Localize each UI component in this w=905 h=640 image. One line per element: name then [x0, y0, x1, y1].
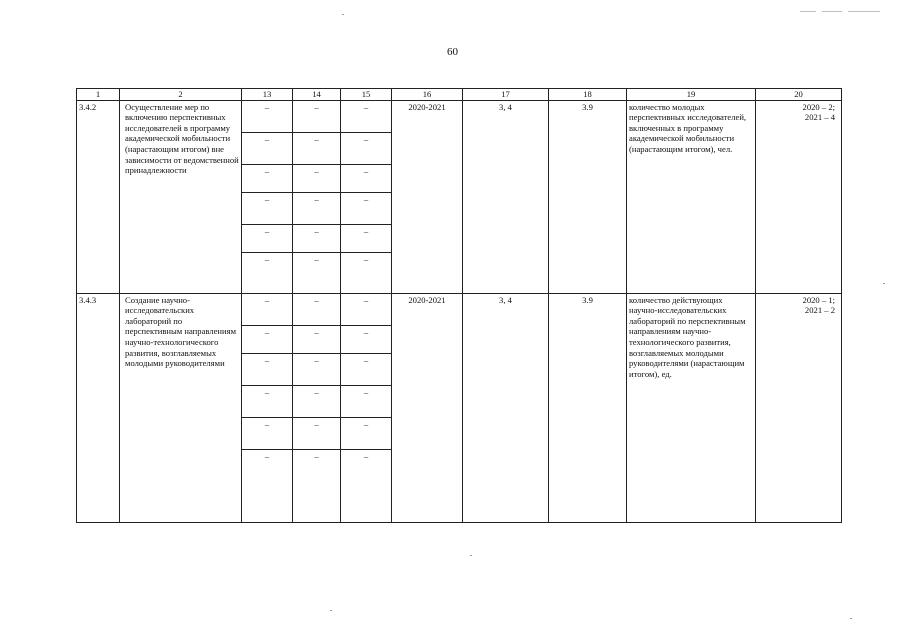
- header-row: [77, 89, 842, 101]
- column-header: 18: [549, 89, 627, 101]
- scan-dot: [883, 283, 885, 284]
- plan-table: [76, 88, 842, 523]
- cell-15: –: [341, 252, 392, 293]
- cell-14: –: [293, 192, 341, 224]
- scan-mark: [848, 11, 880, 12]
- cell-13: –: [242, 132, 293, 164]
- cell-15: –: [341, 325, 392, 353]
- column-header: 15: [341, 89, 392, 101]
- row-code: 3.4.3: [77, 293, 120, 522]
- cell-13: –: [242, 385, 293, 417]
- cell-15: –: [341, 449, 392, 522]
- value-line: 2021 – 2: [804, 305, 835, 316]
- row-indicator: количество действующих научно-исследовательских лабораторий по перспективным направлениям научно-технологического развития, возглавляемых молодыми руководителями (нарастающим итогом), ед.: [627, 293, 756, 522]
- scan-dot: [850, 618, 852, 619]
- row-indicator: количество молодых перспективных исследователей, включенных в программу академической мобильности (нарастающим итогом), чел.: [627, 100, 756, 293]
- cell-13: –: [242, 192, 293, 224]
- column-header: 14: [293, 89, 341, 101]
- row-col18: 3.9: [549, 100, 627, 293]
- cell-15: –: [341, 353, 392, 385]
- column-header: 16: [392, 89, 463, 101]
- cell-13: –: [242, 252, 293, 293]
- cell-14: –: [293, 385, 341, 417]
- table-row: [77, 100, 842, 132]
- table-row: [77, 293, 842, 325]
- cell-13: –: [242, 224, 293, 252]
- cell-14: –: [293, 449, 341, 522]
- cell-14: –: [293, 325, 341, 353]
- row-col18: 3.9: [549, 293, 627, 522]
- row-code: 3.4.2: [77, 100, 120, 293]
- cell-15: –: [341, 417, 392, 449]
- cell-13: –: [242, 417, 293, 449]
- cell-14: –: [293, 164, 341, 192]
- value-line: 2020 – 2;: [802, 101, 835, 112]
- scan-dot: [342, 14, 344, 15]
- cell-14: –: [293, 293, 341, 325]
- cell-13: –: [242, 293, 293, 325]
- page-number: 60: [447, 46, 458, 58]
- cell-13: –: [242, 100, 293, 132]
- column-header: 17: [463, 89, 549, 101]
- cell-15: –: [341, 192, 392, 224]
- column-header: 13: [242, 89, 293, 101]
- row-period: 2020-2021: [392, 293, 463, 522]
- row-name: Создание научно-исследовательских лабораторий по перспективным направлениям научно-технологического развития, возглавляемых молодыми руководителями: [120, 293, 242, 522]
- cell-13: –: [242, 164, 293, 192]
- value-line: 2020 – 1;: [802, 294, 835, 305]
- cell-15: –: [341, 100, 392, 132]
- cell-13: –: [242, 325, 293, 353]
- cell-13: –: [242, 449, 293, 522]
- cell-14: –: [293, 417, 341, 449]
- scan-dot: [470, 555, 472, 556]
- column-header: 19: [627, 89, 756, 101]
- cell-15: –: [341, 293, 392, 325]
- row-col17: 3, 4: [463, 293, 549, 522]
- row-name: Осуществление мер по включению перспективных исследователей в программу академической мобильности (нарастающим итогом) вне зависимости от ведомственной принадлежности: [120, 100, 242, 293]
- column-header: 1: [77, 89, 120, 101]
- column-header: 2: [120, 89, 242, 101]
- scan-mark: [822, 11, 842, 12]
- row-values: [756, 100, 842, 293]
- cell-14: –: [293, 132, 341, 164]
- cell-14: –: [293, 252, 341, 293]
- cell-15: –: [341, 224, 392, 252]
- row-col17: 3, 4: [463, 100, 549, 293]
- cell-14: –: [293, 353, 341, 385]
- value-line: 2021 – 4: [804, 112, 835, 123]
- cell-15: –: [341, 164, 392, 192]
- scan-dot: [330, 610, 332, 611]
- cell-15: –: [341, 385, 392, 417]
- cell-15: –: [341, 132, 392, 164]
- scan-mark: [800, 11, 816, 12]
- cell-13: –: [242, 353, 293, 385]
- cell-14: –: [293, 224, 341, 252]
- row-period: 2020-2021: [392, 100, 463, 293]
- row-values: [756, 293, 842, 522]
- column-header: 20: [756, 89, 842, 101]
- cell-14: –: [293, 100, 341, 132]
